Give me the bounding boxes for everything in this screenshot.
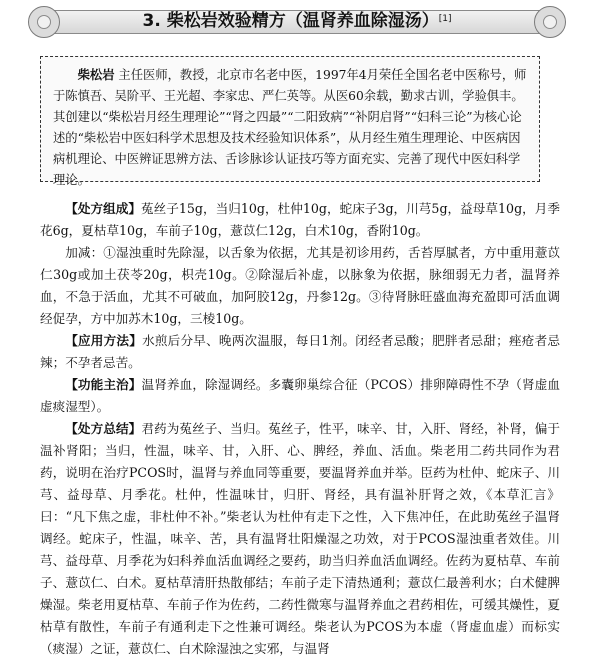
- text-modification: 加减：①湿浊重时先除湿，以舌象为依据，尤其是初诊用药，舌苔厚腻者，方中重用薏苡仁30g或加土茯苓20g，枳壳10g。②除湿后补虚，以脉象为依据，脉细弱无力者，温肾养血，不急于活血，尤其不可破血，加阿胶12g，丹参12g。③待肾脉旺盛血海充盈即可活血调经促孕，方中加苏木10g，三棱10g。: [40, 245, 560, 326]
- prescription-content: [40, 198, 560, 660]
- label-usage: 【应用方法】: [65, 333, 143, 348]
- section-title-banner: [24, 6, 570, 36]
- section-title-text: 3. 柴松岩效验精方（温肾养血除湿汤）: [142, 11, 439, 31]
- paragraph-composition: [40, 198, 560, 242]
- paragraph-summary: [40, 418, 560, 660]
- text-indication: 温肾养血，除湿调经。多囊卵巢综合征（PCOS）排卵障碍性不孕（肾虚血虚痰湿型）。: [40, 377, 561, 414]
- label-composition: 【处方组成】: [65, 201, 141, 216]
- author-name: 柴松岩: [77, 68, 115, 82]
- author-bio-box: [40, 56, 540, 187]
- label-indication: 【功能主治】: [65, 377, 142, 392]
- text-composition: 菟丝子15g，当归10g，杜仲10g，蛇床子3g，川芎5g，益母草10g，月季花6g，夏枯草10g，车前子10g，薏苡仁12g，白术10g，香附10g。: [40, 201, 561, 238]
- reference-marker: [1]: [438, 14, 452, 24]
- paragraph-indication: [40, 374, 560, 418]
- text-summary: 君药为菟丝子、当归。菟丝子，性平，味辛、甘，入肝、肾经，补肾，偏于温补肾阳；当归，性温，味辛、甘，入肝、心、脾经，养血、活血。柴老用二药共同作为君药，说明在治疗PCOS时，温肾与养血同等重要，要温肾养血并举。臣药为杜仲、蛇床子、川芎、益母草、月季花。杜仲，性温味甘，归肝、肾经，具有温补肝肾之效，《本草汇言》曰：“凡下焦之虚，非杜仲不补。”柴老认为杜仲有走下之性，入下焦冲任，在此助菟丝子温肾调经。蛇床子，性温，味辛、苦，具有温肾壮阳燥湿之功效，对于PCOS湿浊重者效佳。川芎、益母草、月季花为妇科养血活血调经之要药，助当归养血活血调经。佐药为夏枯草、车前子、薏苡仁、白术。夏枯草清肝热散郁结；车前子走下清热通利；薏苡仁最善利水；白术健脾燥湿。柴老用夏枯草、车前子作为佐药，二药性微寒与温肾养血之君药相佐，可缓其燥性，夏枯草有散性，车前子有通利走下之性兼可调经。柴老认为PCOS为本虚（肾虚血虚）而标实（痰湿）之证，薏苡仁、白术除湿浊之实邪，与温肾: [40, 421, 561, 656]
- text-usage: 水煎后分早、晚两次温服，每日1剂。闭经者忌酸；肥胖者忌甜；痤疮者忌辣；不孕者忌苦。: [40, 333, 561, 370]
- section-title: [24, 10, 570, 32]
- paragraph-usage: [40, 330, 560, 374]
- author-bio-text: 主任医师，教授，北京市名老中医，1997年4月荣任全国名老中医称号，师于陈慎吾、吴阶平、王光超、李家忠、严仁英等。从医60余载，勤求古训，学验俱丰。其创建以“柴松岩月经生理理论”“肾之四最”“二阳致病”“补阴启肾”“妇科三论”为核心论述的“柴松岩中医妇科学术思想及技术经验知识体系”，从月经生殖生理理论、中医病因病机理论、中医辨证思辨方法、舌诊脉诊认证技巧等方面充实、完善了现代中医妇科学理论。: [53, 68, 527, 187]
- paragraph-modification: [40, 242, 560, 330]
- label-summary: 【处方总结】: [65, 421, 142, 436]
